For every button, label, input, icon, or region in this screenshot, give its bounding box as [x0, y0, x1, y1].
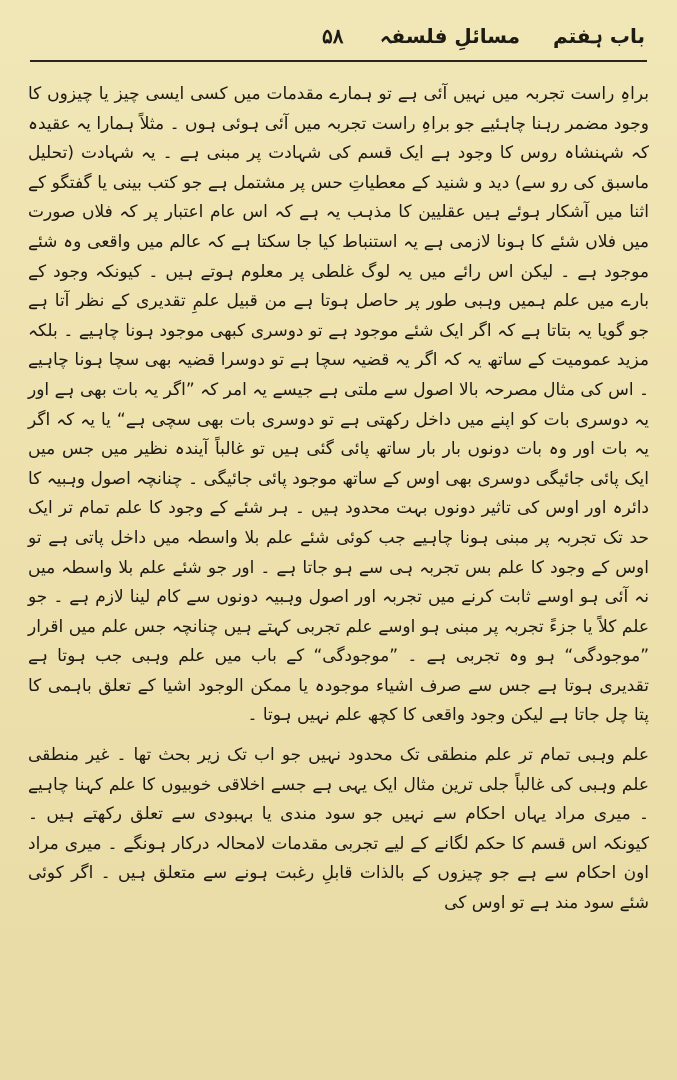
- header-divider: [30, 60, 647, 62]
- page-number: ۵۸: [322, 24, 344, 48]
- page-body: [22, 80, 655, 919]
- book-title: مسائلِ فلسفہ: [379, 24, 520, 48]
- paragraph: علم وہبی تمام تر علم منطقی تک محدود نہیں جو اب تک زیر بحث تھا ۔ غیر منطقی علم وہبی کی غالباً جلی ترین مثال ایک یہی ہے جسے اخلاقی خوبیوں کا علم کہنا چاہیے ۔ میری مراد یہاں احکام سے نہیں جو سود مندی یا بہبودی سے تعلق رکھتے ہیں ۔ کیونکہ اس قسم کا حکم لگانے کے لیے تجربی مقدمات لامحالہ درکار ہونگے ۔ میری مراد اون احکام سے ہے جو چیزوں کے بالذات قابلِ رغبت ہونے سے متعلق ہیں ۔ اگر کوئی شئے سود مند ہے تو اوس کی: [28, 745, 649, 914]
- running-header: [22, 12, 655, 56]
- chapter-heading: باب ہفتم: [552, 24, 645, 48]
- paragraph: براہِ راست تجربہ میں نہیں آئی ہے تو ہمارے مقدمات میں کسی ایسی چیز یا چیزوں کا وجود مضمر رہنا چاہئیے جو براہِ راست تجربہ میں آئی ہوئی ہوں ۔ مثلاً ہمارا یہ عقیدہ کہ شہنشاہ روس کا وجود ہے ایک قسم کی شہادت پر مبنی ہے ۔ یہ شہادت (تحلیل ماسبق کی رو سے) دید و شنید کے معطیاتِ حس پر مشتمل ہے جو کتب بینی یا گفتگو کے اثنا میں آشکار ہوئے ہیں عقلیین کا مذہب یہ ہے کہ اس عام اعتبار پر کہ فلاں صورت میں فلاں شئے کا ہونا لازمی ہے یہ استنباط کیا جا سکتا ہے کہ عالم میں واقعی وہ شئے موجود ہے ۔ لیکن اس رائے میں یہ لوگ غلطی پر معلوم ہوتے ہیں ۔ کیونکہ وجود کے بارے میں علم ہمیں وہبی طور پر حاصل ہوتا ہے من قبیل علمِ تقدیری کے نظر آتا ہے جو گویا یہ بتاتا ہے کہ اگر ایک شئے موجود ہے تو دوسری کبھی موجود ہونا چاہیے ۔ بلکہ مزید عمومیت کے ساتھ یہ کہ اگر یہ قضیہ سچا ہے تو دوسرا قضیہ بھی سچا ہونا چاہیے ۔ اس کی مثال مصرحہ بالا اصول سے ملتی ہے جیسے یہ امر کہ ”اگر یہ بات بھی ہے اور یہ دوسری بات کو اپنے میں داخل رکھتی ہے تو دوسری بات بھی سچی ہے“ یا یہ کہ اگر یہ بات اور وہ بات دونوں بار بار ساتھ پائی گئی ہیں تو غالباً آیندہ نظیر میں جس میں ایک پائی جائیگی دوسری بھی اوس کے ساتھ موجود پائی جائیگی ۔ چنانچہ اصول وہبیہ کا دائرہ اور اوس کی تاثیر دونوں بہت محدود ہیں ۔ ہر شئے کے وجود کا علم تمام تر ایک حد تک تجربہ پر مبنی ہونا چاہیے جب کوئی شئے علم بلا واسطہ میں داخل پاتی ہے تو اوس کے وجود کا علم بس تجربہ ہی سے ہو جاتا ہے ۔ اور جو شئے علم بلا واسطہ میں نہ آئی ہو اوسے ثابت کرنے میں تجربہ اور اصول وہبیہ دونوں سے کام لینا لازم ہے ۔ جو علم کلاً یا جزءً تجربہ پر مبنی ہو اوسے علم تجربی کہتے ہیں چنانچہ جس علم میں اقرار ”موجودگی“ ہو وہ تجربی ہے ۔ ”موجودگی“ کے باب میں علم وہبی جب ہوتا ہے تقدیری ہوتا ہے جس سے صرف اشیاء موجودہ یا ممکن الوجود اشیا کے تعلق باہمی کا پتا چل جاتا ہے لیکن وجود واقعی کا کچھ علم نہیں ہوتا ۔: [28, 84, 649, 726]
